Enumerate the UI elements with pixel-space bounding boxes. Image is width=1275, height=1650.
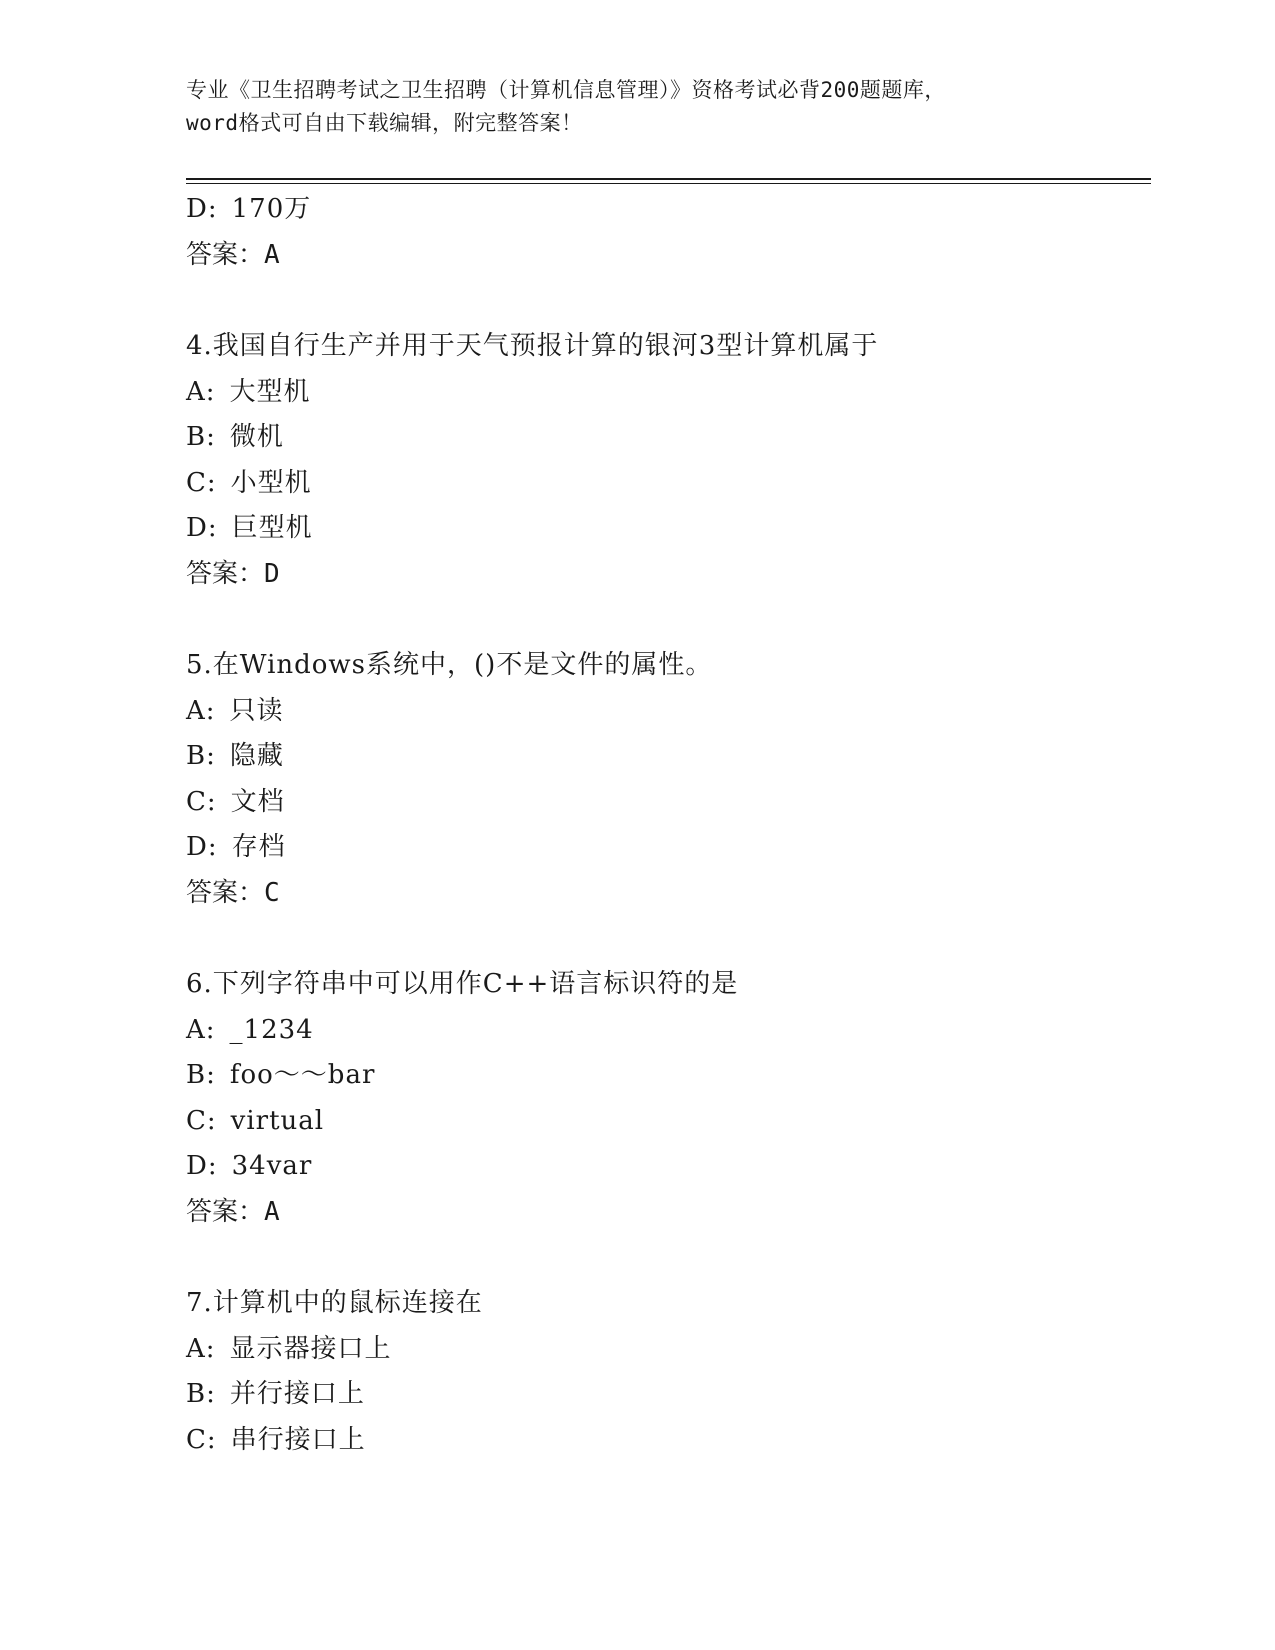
header-line-2: word格式可自由下载编辑，附完整答案！ xyxy=(186,111,583,135)
question-7-option-a xyxy=(186,1327,1146,1373)
question-5-option-b xyxy=(186,734,1146,780)
question-7-option-c xyxy=(186,1418,1146,1464)
header-rule-thick xyxy=(186,178,1151,180)
option-key: A: xyxy=(186,376,216,407)
option-key: A: xyxy=(186,1333,216,1364)
option-key: C: xyxy=(186,467,217,498)
question-4-option-c xyxy=(186,461,1146,507)
option-key: B: xyxy=(186,1379,216,1409)
document-header xyxy=(186,74,1086,140)
option-text: 并行接口上 xyxy=(229,1379,365,1409)
option-text: 只读 xyxy=(229,695,284,726)
option-text: foo～～bar xyxy=(229,1060,376,1090)
question-5-answer: 答案：C xyxy=(186,877,280,908)
question-6-option-b xyxy=(186,1053,1146,1099)
prev-option-d xyxy=(186,187,1146,233)
option-text: 170万 xyxy=(231,194,312,224)
option-key: C: xyxy=(186,1424,217,1455)
question-6-answer: 答案：A xyxy=(186,1196,280,1227)
question-7-option-b xyxy=(186,1372,1146,1418)
option-text: 小型机 xyxy=(230,467,312,498)
option-text: 存档 xyxy=(231,832,286,862)
option-text: 微机 xyxy=(229,422,284,452)
option-text: 文档 xyxy=(230,786,285,817)
option-key: A: xyxy=(186,695,216,726)
option-key: A: xyxy=(186,1014,216,1045)
question-7-title: 7.计算机中的鼠标连接在 xyxy=(186,1288,483,1318)
option-key: D: xyxy=(186,1151,218,1181)
header-line-1: 专业《卫生招聘考试之卫生招聘（计算机信息管理）》资格考试必背200题题库， xyxy=(186,78,946,102)
prev-answer: 答案：A xyxy=(186,239,280,270)
option-text: _1234 xyxy=(229,1014,314,1045)
question-4-option-a xyxy=(186,370,1146,416)
question-6-option-c xyxy=(186,1099,1146,1145)
spacer xyxy=(186,916,1146,962)
option-key: B: xyxy=(186,741,216,771)
question-6-title: 6.下列字符串中可以用作C++语言标识符的是 xyxy=(186,969,739,999)
document-body xyxy=(186,187,1146,1463)
question-4-option-b xyxy=(186,415,1146,461)
question-5-option-a xyxy=(186,689,1146,735)
option-key: D: xyxy=(186,513,218,543)
option-text: 隐藏 xyxy=(229,741,284,771)
spacer xyxy=(186,278,1146,324)
spacer xyxy=(186,597,1146,643)
question-5-option-c xyxy=(186,780,1146,826)
option-key: D: xyxy=(186,832,218,862)
option-key: B: xyxy=(186,1060,216,1090)
option-text: 大型机 xyxy=(229,376,311,407)
option-text: 显示器接口上 xyxy=(229,1333,392,1364)
question-5-option-d xyxy=(186,825,1146,871)
question-5-title: 5.在Windows系统中，()不是文件的属性。 xyxy=(186,650,713,680)
question-4-answer: 答案：D xyxy=(186,558,280,589)
question-6-option-a xyxy=(186,1008,1146,1054)
spacer xyxy=(186,1235,1146,1281)
option-text: virtual xyxy=(230,1105,325,1136)
option-text: 串行接口上 xyxy=(230,1424,366,1455)
option-key: C: xyxy=(186,1105,217,1136)
question-4-title: 4.我国自行生产并用于天气预报计算的银河3型计算机属于 xyxy=(186,331,879,361)
option-text: 巨型机 xyxy=(231,513,313,543)
question-6-option-d xyxy=(186,1144,1146,1190)
question-4-option-d xyxy=(186,506,1146,552)
option-key: B: xyxy=(186,422,216,452)
header-rule-thin xyxy=(186,183,1151,184)
option-text: 34var xyxy=(231,1151,313,1181)
option-key: C: xyxy=(186,786,217,817)
option-key: D: xyxy=(186,194,218,224)
